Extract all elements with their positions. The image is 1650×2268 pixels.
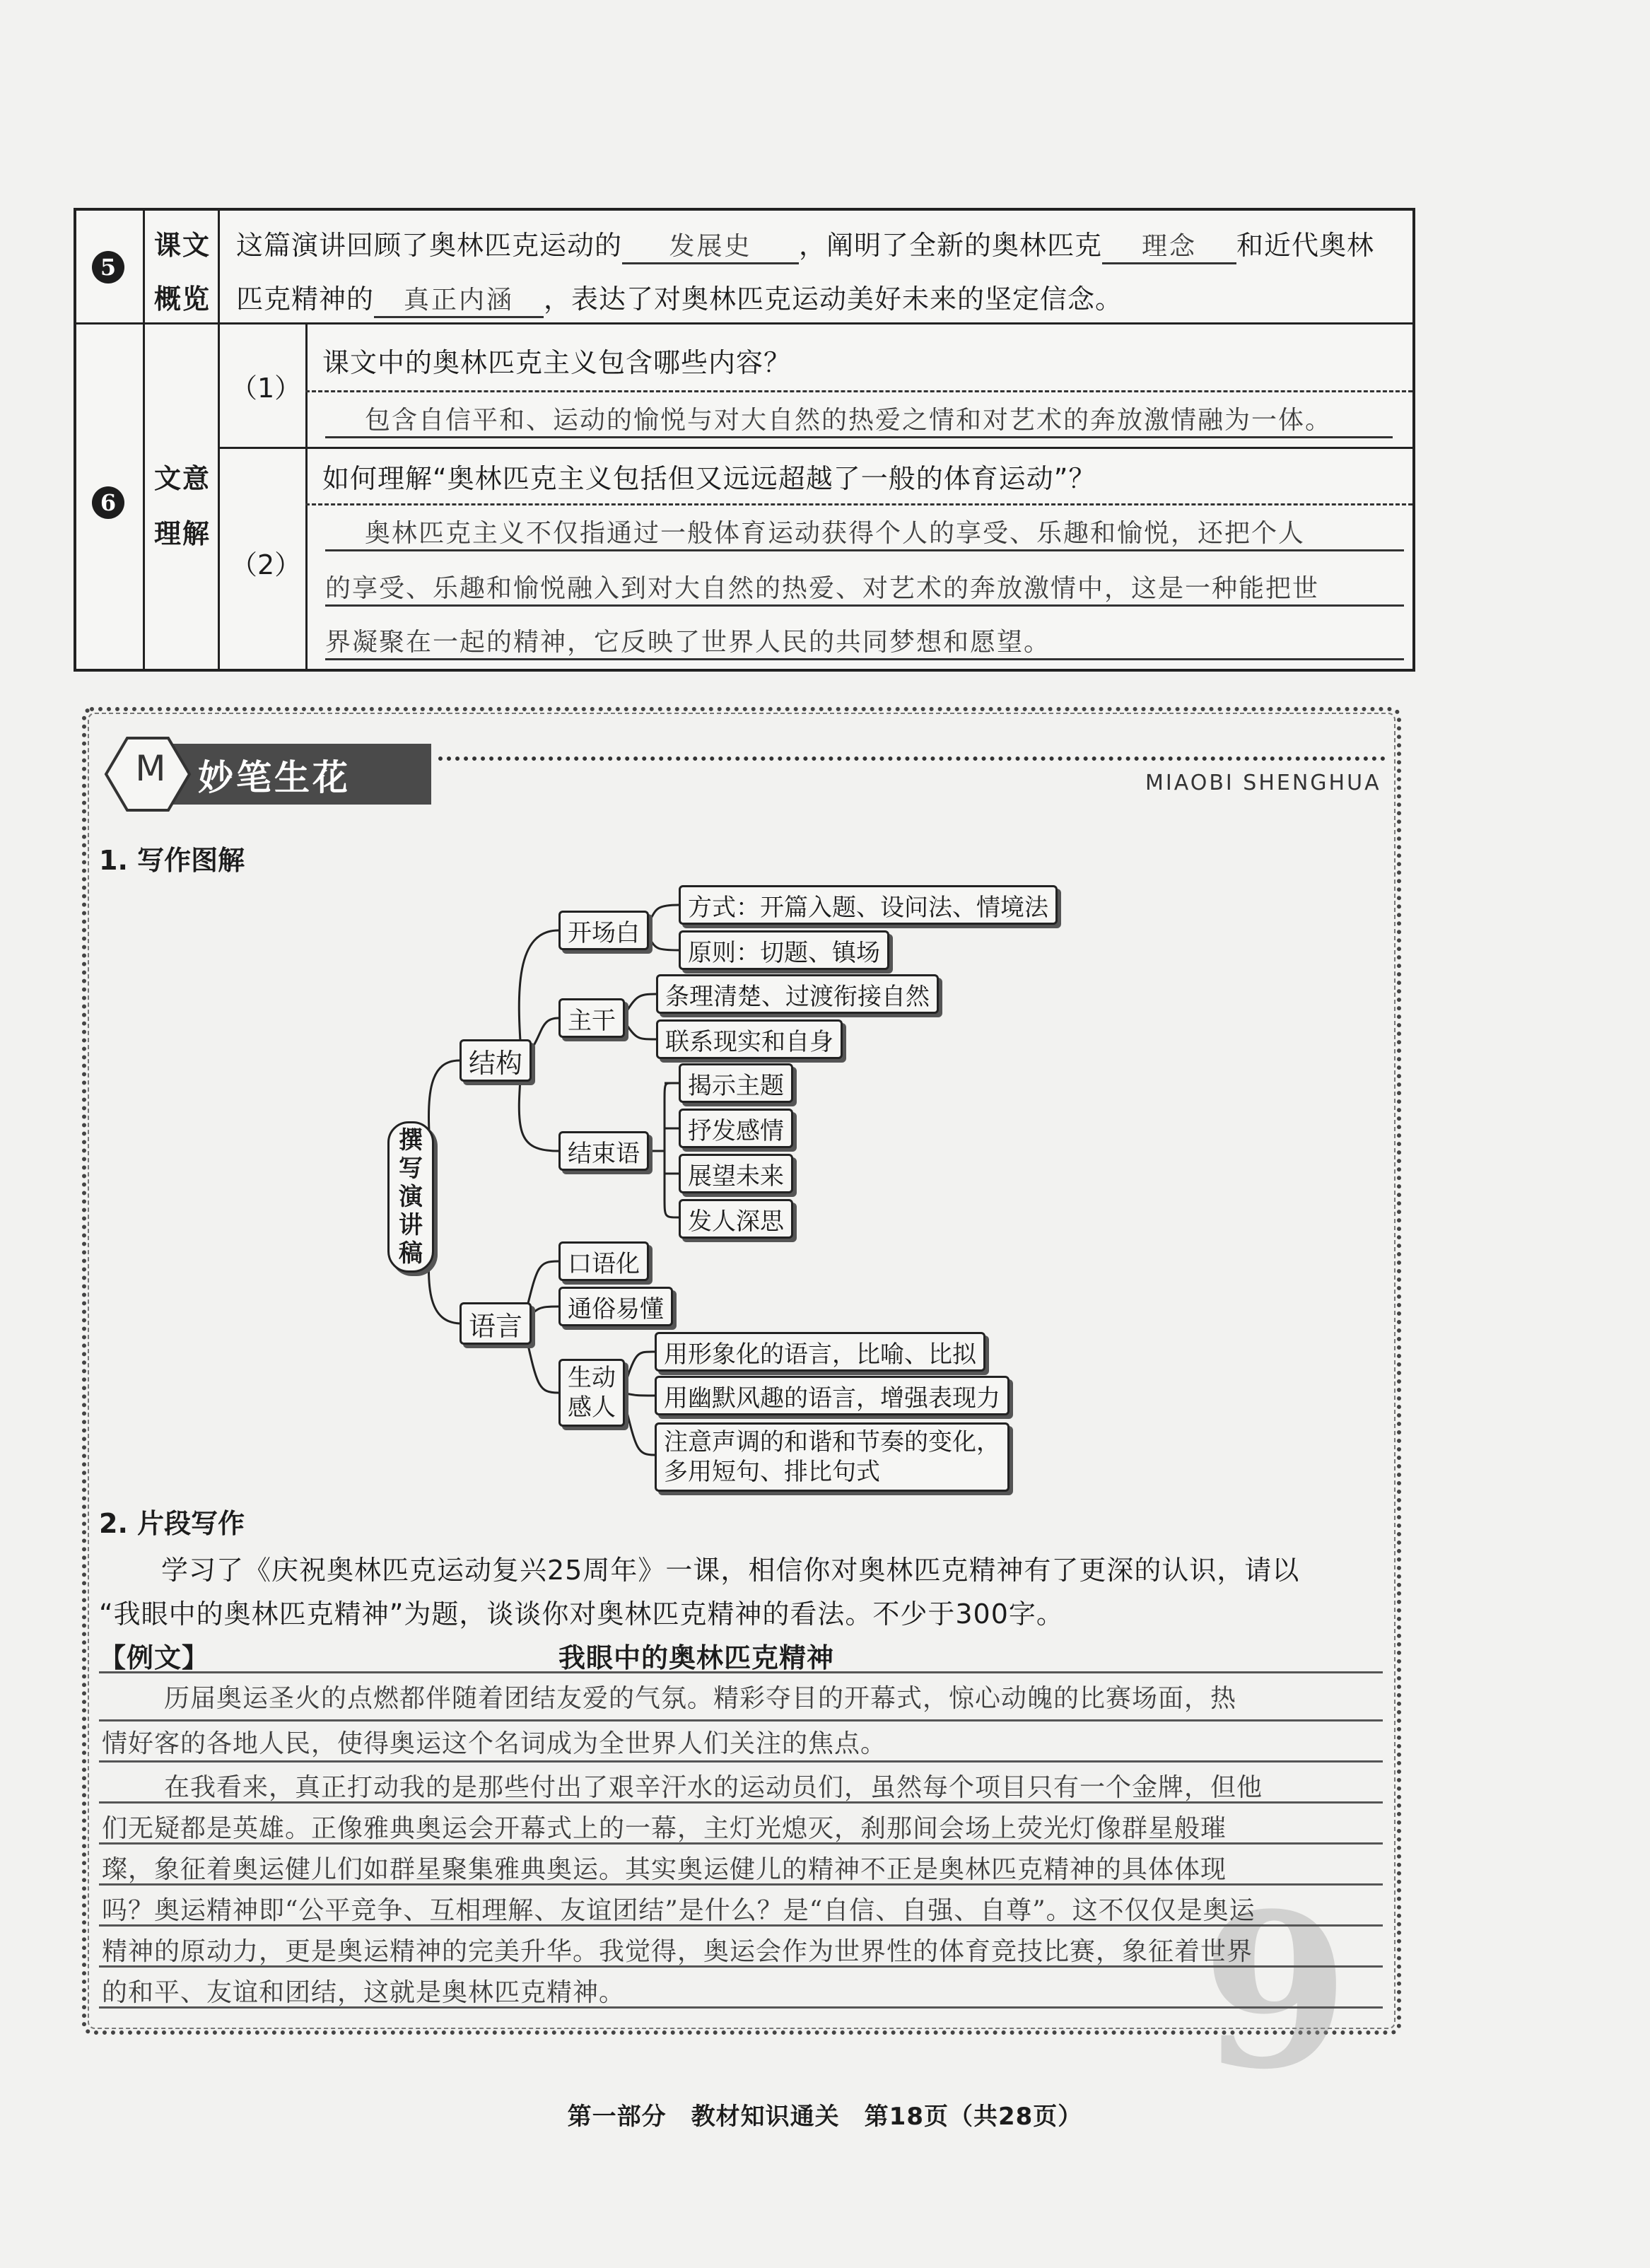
node-structure: 结构 — [460, 1039, 532, 1082]
question-1: 课文中的奥林匹克主义包含哪些内容？ — [322, 347, 792, 378]
essay-line: 吗？奥运精神即“公平竞争、互相理解、友谊团结”是什么？是“自信、自强、自尊”。这不仅仅是奥运 — [102, 1896, 1256, 1925]
essay-line: 精神的原动力，更是奥运精神的完美升华。我觉得，奥运会作为世界性的体育竞技比赛，象征着世界 — [102, 1937, 1253, 1966]
blank-true-meaning: 真正内涵 — [374, 280, 544, 318]
node-main-item: 条理清楚、过渡衔接自然 — [656, 974, 939, 1014]
node-ending-item: 抒发感情 — [679, 1109, 793, 1148]
example-label: 【例文】 — [99, 1642, 210, 1673]
node-vivid-item: 用幽默风趣的语言，增强表现力 — [655, 1376, 1010, 1415]
row5-text-line1: 这篇演讲回顾了奥林匹克运动的 发展史 ，阐明了全新的奥林匹克 理念 和近代奥林 — [236, 223, 1374, 264]
part2-heading: 2. 片段写作 — [99, 1508, 245, 1539]
node-opening-principle: 原则：切题、镇场 — [679, 930, 889, 970]
node-ending: 结束语 — [558, 1131, 649, 1171]
node-main-item: 联系现实和自身 — [656, 1019, 843, 1059]
part1-heading: 1. 写作图解 — [99, 845, 245, 876]
row5-text-line2: 匹克精神的 真正内涵 ，表达了对奥林匹克运动美好未来的坚定信念。 — [236, 277, 1123, 318]
essay-line: 璨，象征着奥运健儿们如群星聚集雅典奥运。其实奥运健儿的精神不正是奥林匹克精神的具体体现 — [102, 1855, 1227, 1884]
question-1-number: （1） — [230, 373, 302, 404]
mind-map-root — [387, 1121, 434, 1273]
root-char: 讲 — [399, 1211, 423, 1239]
section-badge-letter: M — [135, 748, 166, 789]
node-opening: 开场白 — [558, 911, 649, 950]
prompt-line2: “我眼中的奥林匹克精神”为题，谈谈你对奥林匹克精神的看法。不少于300字。 — [99, 1598, 1064, 1630]
answer-2-line2: 的享受、乐趣和愉悦融入到对大自然的热爱、对艺术的奔放激情中，这是一种能把世 — [325, 568, 1404, 607]
essay-line: 的和平、友谊和团结，这就是奥林匹克精神。 — [102, 1978, 626, 2007]
essay-rule — [99, 1760, 1383, 1763]
row6-category-line2: 理解 — [153, 518, 211, 549]
essay-line: 在我看来，真正打动我的是那些付出了艰辛汗水的运动员们，虽然每个项目只有一个金牌，但他 — [164, 1773, 1263, 1802]
example-title: 我眼中的奥林匹克精神 — [558, 1642, 835, 1673]
root-char: 写 — [399, 1155, 423, 1183]
prompt-line1: 学习了《庆祝奥林匹克运动复兴25周年》一课，相信你对奥林匹克精神有了更深的认识，请以 — [161, 1555, 1300, 1586]
node-vivid — [558, 1359, 625, 1427]
row5-badge: 5 — [92, 251, 124, 284]
node-colloquial: 口语化 — [558, 1241, 649, 1281]
answer-2-line3: 界凝聚在一起的精神，它反映了世界人民的共同梦想和愿望。 — [325, 622, 1404, 660]
row5-category-line2: 概览 — [153, 284, 211, 315]
node-vivid-item-line: 多用短句、排比句式 — [664, 1458, 880, 1486]
node-ending-item: 揭示主题 — [679, 1063, 793, 1103]
node-ending-item: 展望未来 — [679, 1154, 793, 1193]
page-footer: 第一部分 教材知识通关 第18页（共28页） — [567, 2103, 1083, 2131]
node-vivid-line: 生动 — [568, 1364, 616, 1392]
blank-idea: 理念 — [1102, 226, 1236, 264]
node-vivid-item-line: 注意声调的和谐和节奏的变化， — [664, 1428, 1000, 1456]
blank-development-history: 发展史 — [622, 226, 799, 264]
node-opening-method: 方式：开篇入题、设问法、情境法 — [679, 885, 1058, 925]
question-2: 如何理解“奥林匹克主义包括但又远远超越了一般的体育运动”？ — [322, 463, 1096, 494]
node-language: 语言 — [460, 1302, 532, 1345]
essay-line: 历届奥运圣火的点燃都伴随着团结友爱的气氛。精彩夺目的开幕式，惊心动魄的比赛场面，热 — [164, 1684, 1237, 1713]
node-main: 主干 — [558, 998, 625, 1038]
row6-category-line1: 文意 — [153, 463, 211, 494]
root-char: 演 — [399, 1183, 423, 1211]
question-2-number: （2） — [230, 549, 302, 580]
answer-1: 包含自信平和、运动的愉悦与对大自然的热爱之情和对艺术的奔放激情融为一体。 — [325, 400, 1393, 438]
node-vivid-item: 用形象化的语言，比喻、比拟 — [655, 1332, 985, 1372]
watermark-numeral: 9 — [1202, 1866, 1350, 2116]
node-vivid-line: 感人 — [568, 1393, 616, 1422]
essay-rule — [99, 1671, 1383, 1673]
section-pinyin: MIAOBI SHENGHUA — [1145, 771, 1381, 795]
node-vivid-item-multi — [655, 1422, 1010, 1492]
node-ending-item: 发人深思 — [679, 1199, 793, 1239]
section-title: 妙笔生花 — [198, 757, 351, 798]
node-plain: 通俗易懂 — [558, 1287, 673, 1326]
root-char: 撰 — [399, 1126, 423, 1155]
row6-badge: 6 — [92, 486, 124, 519]
root-char: 稿 — [399, 1239, 423, 1268]
answer-2-line1: 奥林匹克主义不仅指通过一般体育运动获得个人的享受、乐趣和愉悦，还把个人 — [325, 513, 1404, 551]
essay-rule — [99, 1719, 1383, 1722]
row5-category-line1: 课文 — [153, 230, 211, 261]
essay-line: 们无疑都是英雄。正像雅典奥运会开幕式上的一幕，主灯光熄灭，刹那间会场上荧光灯像群星般璀 — [102, 1814, 1227, 1843]
essay-line: 情好客的各地人民，使得奥运这个名词成为全世界人们关注的焦点。 — [102, 1729, 887, 1758]
